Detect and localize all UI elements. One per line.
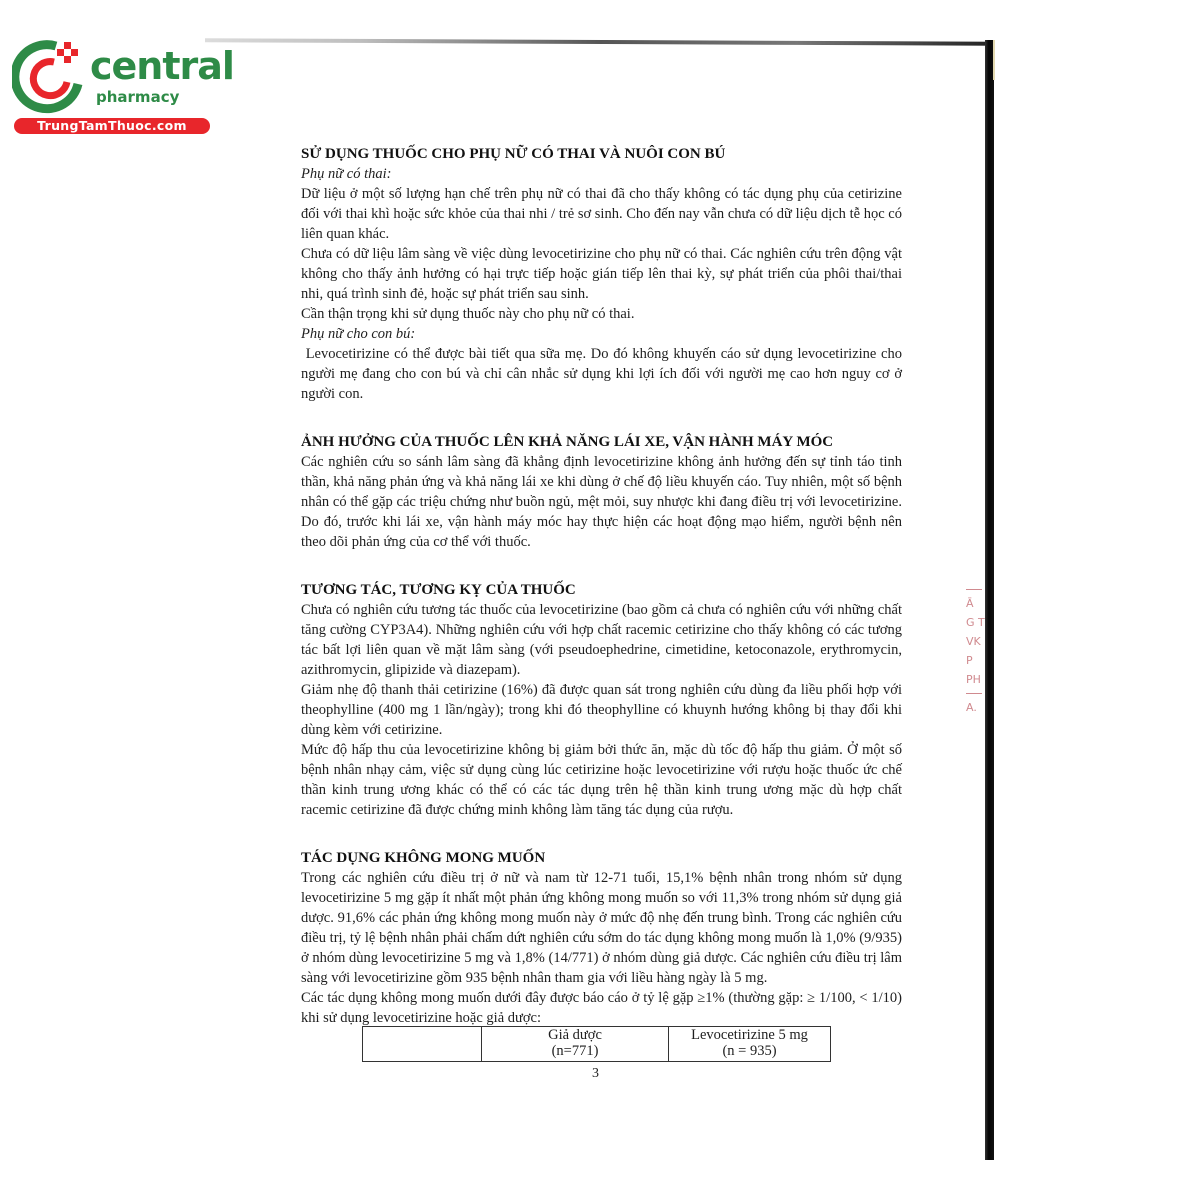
adverse-effects-table (362, 1026, 831, 1062)
table-header-cell-empty (363, 1027, 482, 1062)
logo-url-badge: TrungTamThuoc.com (14, 118, 210, 134)
stamp-text: Ā (966, 597, 974, 610)
paragraph: Mức độ hấp thu của levocetirizine không bị giảm bởi thức ăn, mặc dù tốc độ hấp thu giảm. Ở một số bệnh nhân nhạy cảm, việc sử dụng cùng lúc cetirizine hoặc levocetirizine với rượu hoặc thuốc ức chế thần kinh trung ương khác có thể có các tác dụng trên hệ thần kinh trung ương mặc dù hợp chất racemic cetirizine đã được chứng minh không làm tăng tác dụng của rượu. (301, 742, 902, 818)
page-top-edge (205, 38, 995, 45)
table-header-cell-levocetirizine (669, 1027, 831, 1062)
document-body (301, 144, 906, 1028)
page-edge-highlight (993, 40, 995, 80)
paragraph: Dữ liệu ở một số lượng hạn chế trên phụ nữ có thai đã cho thấy không có tác dụng phụ của cetirizine đối với thai khì hoặc sức khỏe của thai nhi / trẻ sơ sinh. Cho đến nay vẫn chưa có dữ liệu dịch tễ học có liên quan khác. (301, 186, 902, 242)
stamp-text: P (966, 654, 973, 667)
logo-tagline: pharmacy (96, 88, 180, 106)
paragraph: Trong các nghiên cứu điều trị ở nữ và nam từ 12-71 tuổi, 15,1% bệnh nhân trong nhóm sử dụng levocetirizine 5 mg gặp ít nhất một phản ứng không mong muốn so với 11,3% trong nhóm sử dụng giả dược. 91,6% các phản ứng không mong muốn này ở mức độ nhẹ đến trung bình. Trong các nghiên cứu điều trị, tỷ lệ bệnh nhân phải chấm dứt nghiên cứu sớm do tác dụng không mong muốn là 1,0% (9/935) ở nhóm dùng levocetirizine 5 mg và 1,8% (14/771) ở nhóm dùng giả dược. Các nghiên cứu điều trị lâm sàng với levocetirizine gồm 935 bệnh nhân tham gia với liều hàng ngày là 5 mg. (301, 870, 902, 986)
paragraph: Chưa có nghiên cứu tương tác thuốc của levocetirizine (bao gồm cả chưa có nghiên cứu với những chất tăng cường CYP3A4). Những nghiên cứu với hợp chất racemic cetirizine cho thấy không có các tương tác bất lợi liên quan về mặt lâm sàng (với pseudoephedrine, cimetidine, ketoconazole, erythromycin, azithromycin, glipizide và diazepam). (301, 602, 902, 678)
subheading-pregnant-women: Phụ nữ có thai: (301, 166, 392, 182)
subheading-breastfeeding-women: Phụ nữ cho con bú: (301, 326, 416, 342)
paragraph: Levocetirizine có thể được bài tiết qua sữa mẹ. Do đó không khuyến cáo sử dụng levocetirizine cho người mẹ đang cho con bú và chỉ cân nhắc sử dụng khi lợi ích đối với người mẹ cao hơn nguy cơ ở người con. (301, 346, 906, 402)
paragraph: Các tác dụng không mong muốn dưới đây được báo cáo ở tỷ lệ gặp ≥1% (thường gặp: ≥ 1/100, < 1/10) khi sử dụng levocetirizine hoặc giả dược: (301, 990, 902, 1026)
section-heading: ẢNH HƯỞNG CỦA THUỐC LÊN KHẢ NĂNG LÁI XE, VẬN HÀNH MÁY MÓC (301, 434, 834, 450)
section-heading: SỬ DỤNG THUỐC CHO PHỤ NỮ CÓ THAI VÀ NUÔI CON BÚ (301, 146, 726, 162)
header-count: (n=771) (551, 1043, 599, 1059)
stamp-text: A. (966, 701, 977, 714)
paragraph: Giảm nhẹ độ thanh thải cetirizine (16%) đã được quan sát trong nghiên cứu dùng đa liều phối hợp với theophylline (400 mg 1 lần/ngày); trong khi đó theophylline có khuynh hướng không bị thay đổi khi dùng kèm với cetirizine. (301, 682, 902, 738)
header-count: (n = 935) (722, 1043, 777, 1059)
stamp-text: VK (966, 635, 981, 648)
pharmacy-cross-logo-icon (12, 38, 88, 114)
table-header-row (363, 1027, 831, 1062)
section-driving-machinery (301, 432, 902, 552)
section-heading: TƯƠNG TÁC, TƯƠNG KỴ CỦA THUỐC (301, 582, 576, 598)
stamp-marks (966, 585, 988, 735)
stamp-text: G T (966, 616, 985, 629)
stamp-rule (966, 693, 982, 694)
table-header-cell-placebo (482, 1027, 669, 1062)
stamp-rule (966, 589, 982, 590)
logo-brand-name: central (90, 44, 234, 88)
section-drug-interactions (301, 580, 902, 820)
paragraph: Chưa có dữ liệu lâm sàng về việc dùng levocetirizine cho phụ nữ có thai. Các nghiên cứu trên động vật không cho thấy ảnh hưởng có hại trực tiếp hoặc gián tiếp lên thai kỳ, sự phát triển của phôi thai/thai nhi, quá trình sinh đẻ, hoặc sự phát triển sau sinh. (301, 246, 902, 302)
paragraph: Cần thận trọng khi sử dụng thuốc này cho phụ nữ có thai. (301, 306, 635, 322)
stamp-text: PH (966, 673, 981, 686)
header-label: Levocetirizine 5 mg (691, 1027, 808, 1043)
section-heading: TÁC DỤNG KHÔNG MONG MUỐN (301, 850, 546, 866)
page-number: 3 (592, 1066, 599, 1081)
central-pharmacy-logo (8, 38, 234, 138)
header-label: Giả dược (548, 1027, 602, 1043)
section-adverse-effects (301, 848, 902, 1028)
section-pregnancy-lactation (301, 144, 906, 404)
paragraph: Các nghiên cứu so sánh lâm sàng đã khẳng định levocetirizine không ảnh hưởng đến sự tỉnh táo tinh thần, khả năng phản ứng và khả năng lái xe khi dùng ở chế độ liều khuyến cáo. Tuy nhiên, một số bệnh nhân có thể gặp các triệu chứng như buồn ngủ, mệt mỏi, suy nhược khi đang điều trị với levocetirizine. Do đó, trước khi lái xe, vận hành máy móc hay thực hiện các hoạt động mạo hiểm, người bệnh nên theo dõi phản ứng của cơ thể với thuốc. (301, 454, 902, 550)
